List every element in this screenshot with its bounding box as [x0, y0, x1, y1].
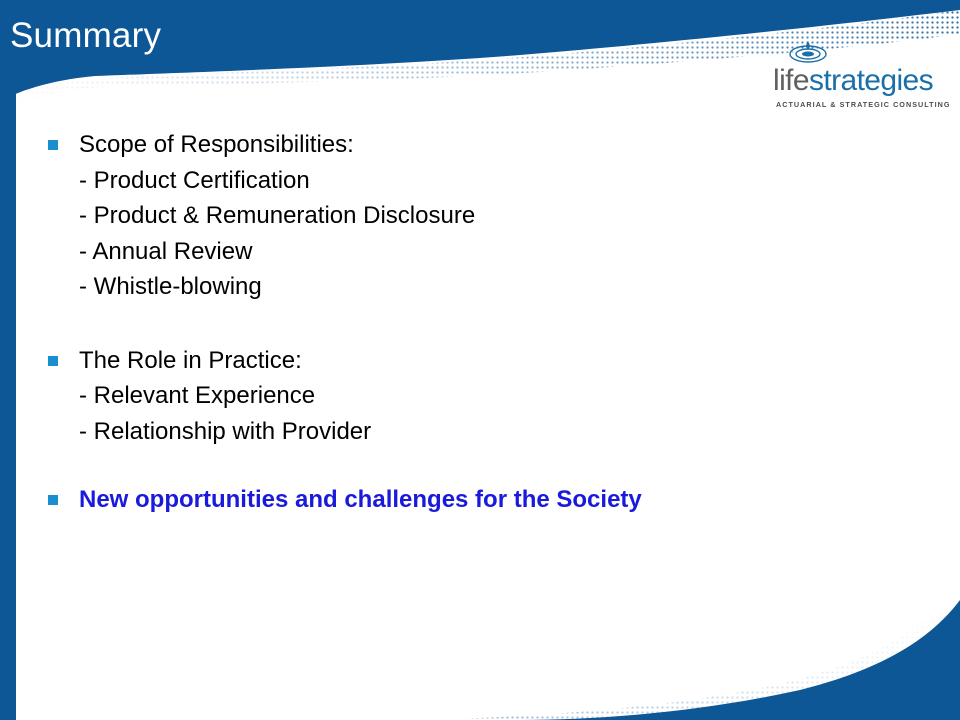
bullet-spacer: [48, 449, 908, 482]
bullet-spacer: [48, 305, 908, 343]
bullet-subitem: - Relevant Experience: [79, 382, 316, 409]
bullet-subitem: - Whistle-blowing: [79, 273, 262, 300]
bullet-heading: The Role in Practice:: [79, 346, 302, 374]
bullet-heading: New opportunities and challenges for the Society: [79, 486, 642, 513]
bullet-role: [48, 343, 908, 450]
left-strip: [0, 90, 16, 720]
bullet-subitem: - Annual Review: [79, 237, 253, 265]
company-logo: [768, 40, 951, 112]
logo-word-part2: strategies: [808, 64, 934, 97]
bullet-scope: [48, 127, 908, 305]
bullet-list: [48, 127, 908, 518]
bullet-subitem: - Relationship with Provider: [79, 417, 372, 445]
slide-title: Summary: [10, 16, 162, 55]
logo-word-part1: life: [773, 64, 809, 97]
bullet-subitem: - Product Certification: [79, 166, 310, 194]
bullet-subitem: - Product & Remuneration Disclosure: [79, 202, 476, 229]
bullet-square-icon: [48, 140, 58, 150]
bullet-square-icon: [48, 356, 58, 366]
logo-tagline: ACTUARIAL & STRATEGIC CONSULTING: [776, 100, 951, 109]
water-ripple-icon: [788, 40, 828, 66]
bullet-opportunities: [48, 482, 908, 518]
bullet-heading: Scope of Responsibilities:: [79, 131, 354, 158]
bullet-square-icon: [48, 495, 58, 505]
logo-wordmark: [773, 64, 933, 98]
